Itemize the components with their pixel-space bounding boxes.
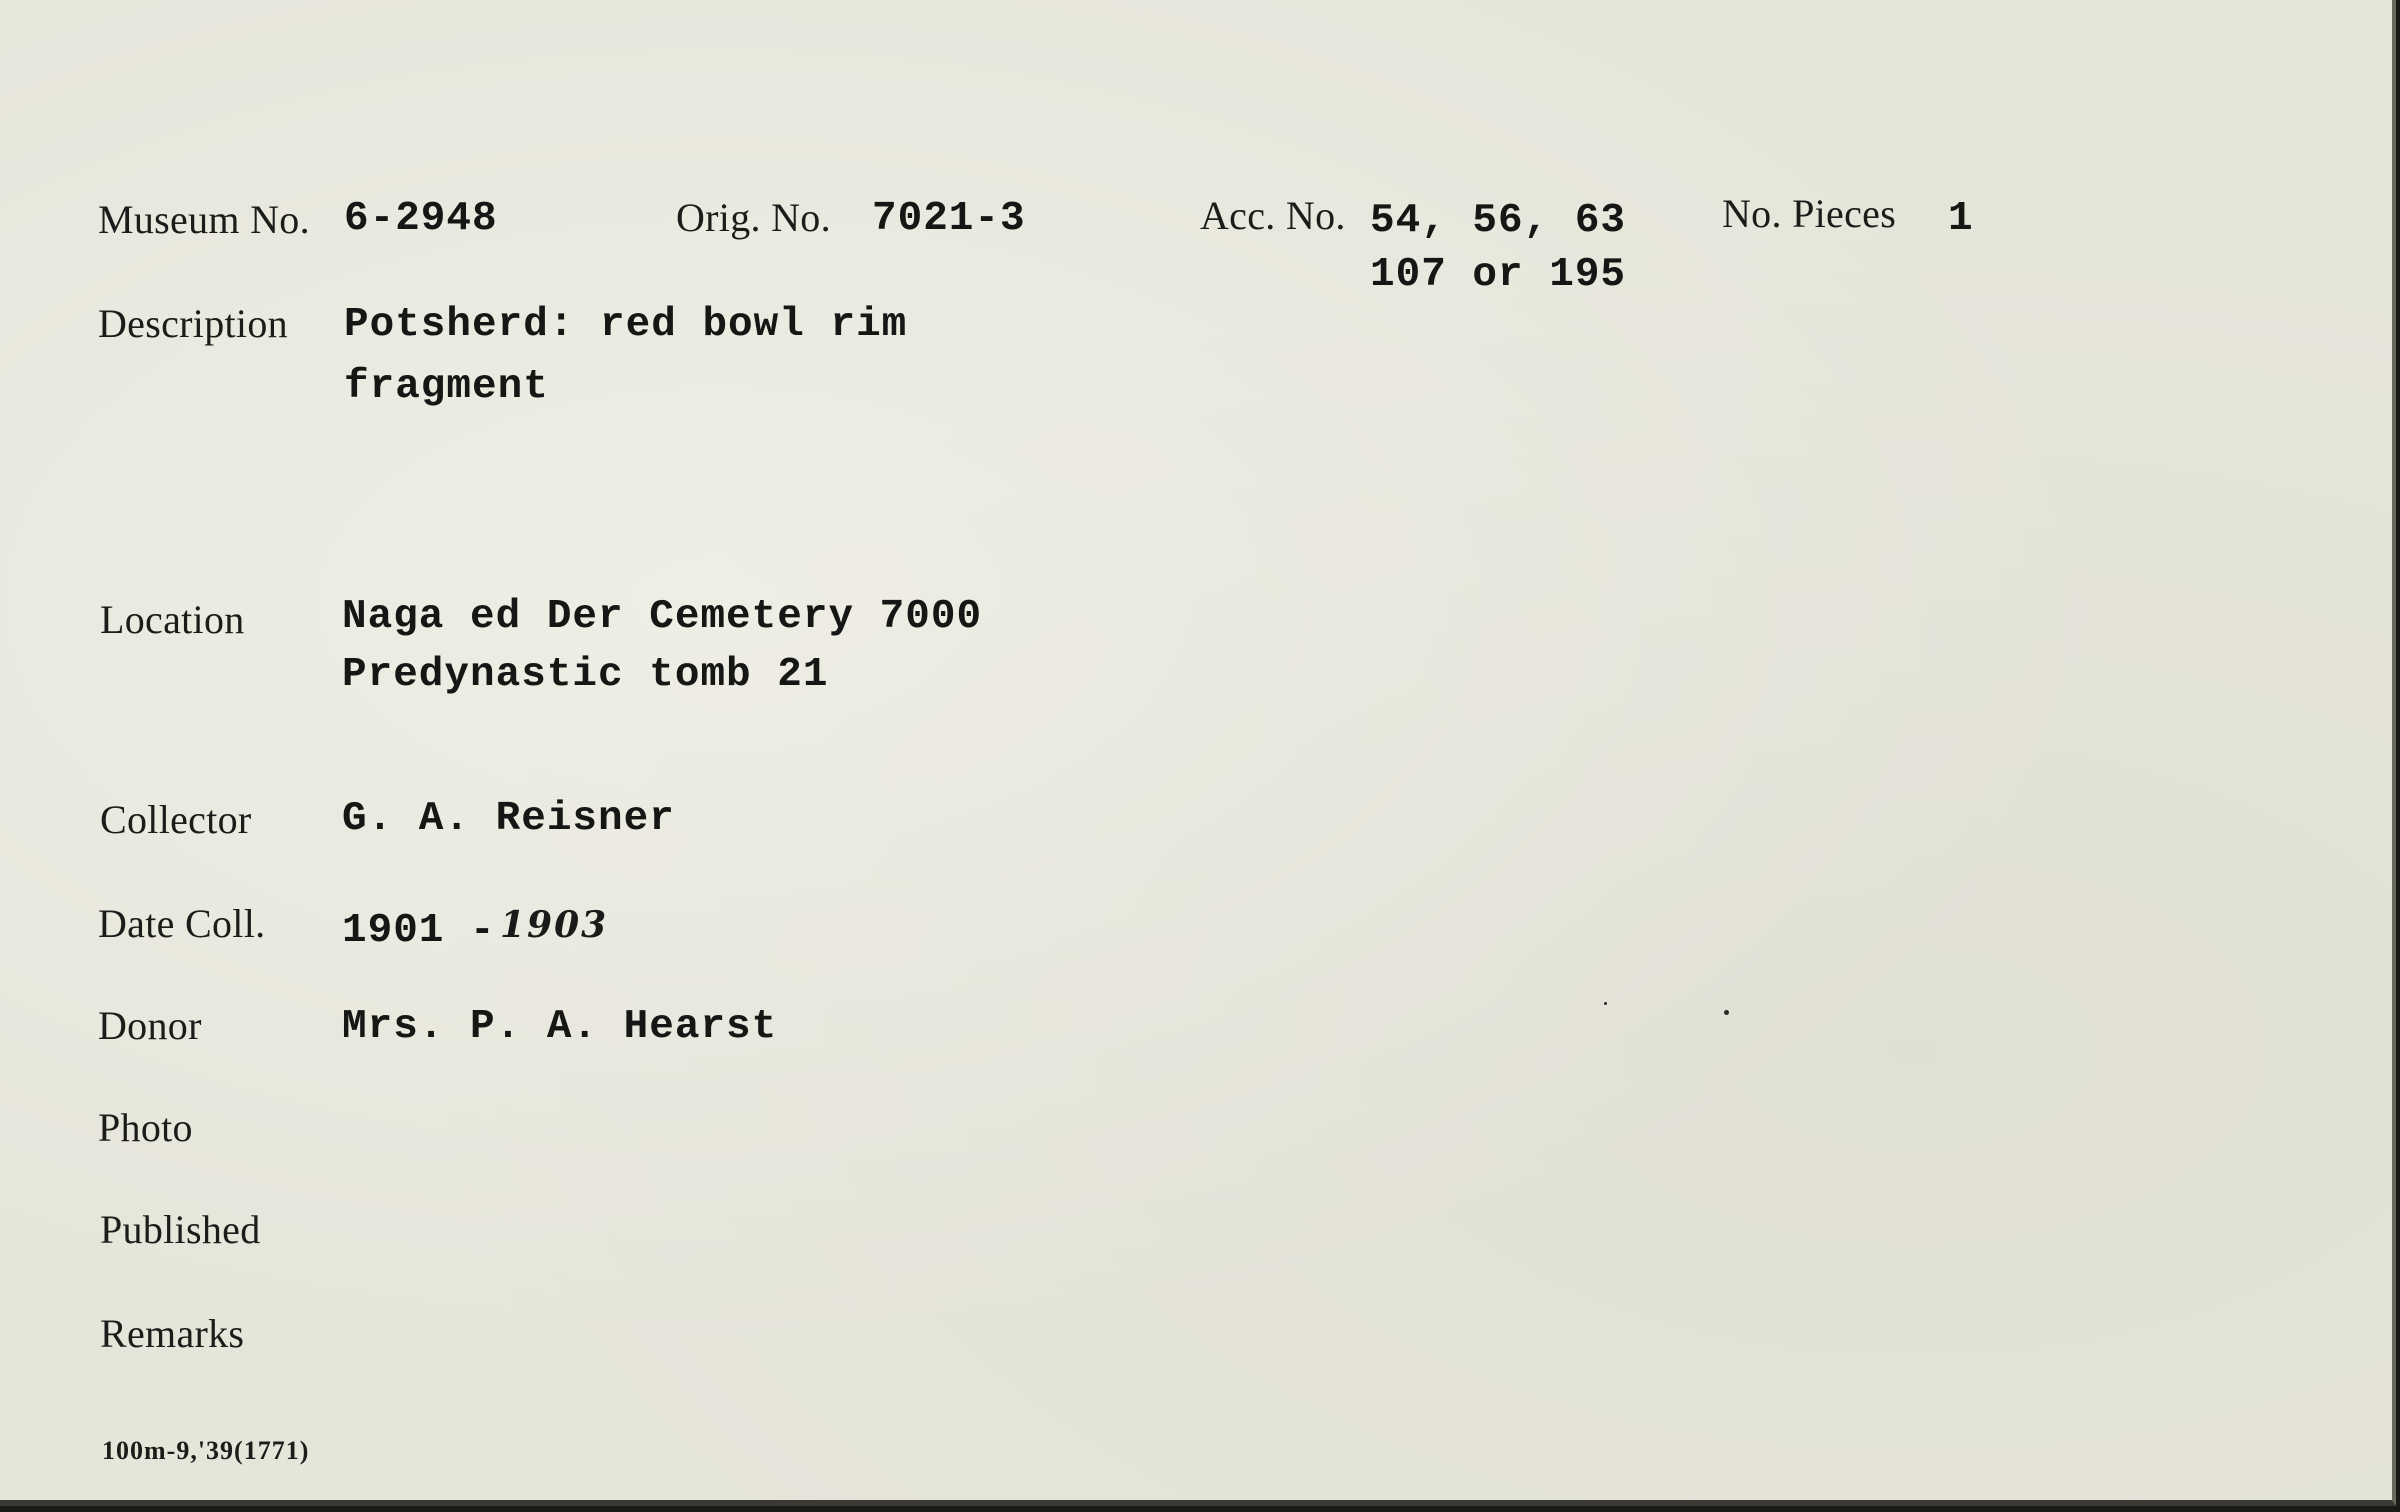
- location-line1: Naga ed Der Cemetery 7000: [342, 594, 983, 640]
- orig-no-value: 7021-3: [872, 196, 1026, 242]
- acc-no-value-line1: 54, 56, 63: [1370, 198, 1627, 244]
- no-pieces-label: No. Pieces: [1722, 191, 1897, 236]
- description-line2: fragment: [344, 364, 549, 410]
- location-label: Location: [100, 597, 245, 642]
- date-coll-handwritten: 1903: [500, 904, 609, 946]
- collector-value: G. A. Reisner: [342, 796, 675, 842]
- description-line1: Potsherd: red bowl rim: [344, 302, 908, 348]
- museum-no-value: 6-2948: [344, 196, 498, 242]
- acc-no-label: Acc. No.: [1200, 193, 1346, 238]
- orig-no-label: Orig. No.: [676, 195, 831, 240]
- paper-speck: [1724, 1010, 1729, 1015]
- description-label: Description: [98, 301, 288, 346]
- museum-no-label: Museum No.: [98, 197, 310, 242]
- date-coll-label: Date Coll.: [98, 901, 266, 946]
- acc-no-value-line2: 107 or 195: [1370, 252, 1627, 298]
- published-label: Published: [100, 1207, 261, 1252]
- donor-value: Mrs. P. A. Hearst: [342, 1004, 778, 1050]
- date-coll-value: 1901 -: [342, 908, 496, 954]
- no-pieces-value: 1: [1948, 196, 1974, 242]
- donor-label: Donor: [98, 1003, 202, 1048]
- location-line2: Predynastic tomb 21: [342, 652, 829, 698]
- remarks-label: Remarks: [100, 1311, 245, 1356]
- paper-speck: [1604, 1002, 1607, 1005]
- print-code: 100m-9,'39(1771): [102, 1436, 310, 1465]
- photo-label: Photo: [98, 1105, 193, 1150]
- collector-label: Collector: [100, 797, 252, 842]
